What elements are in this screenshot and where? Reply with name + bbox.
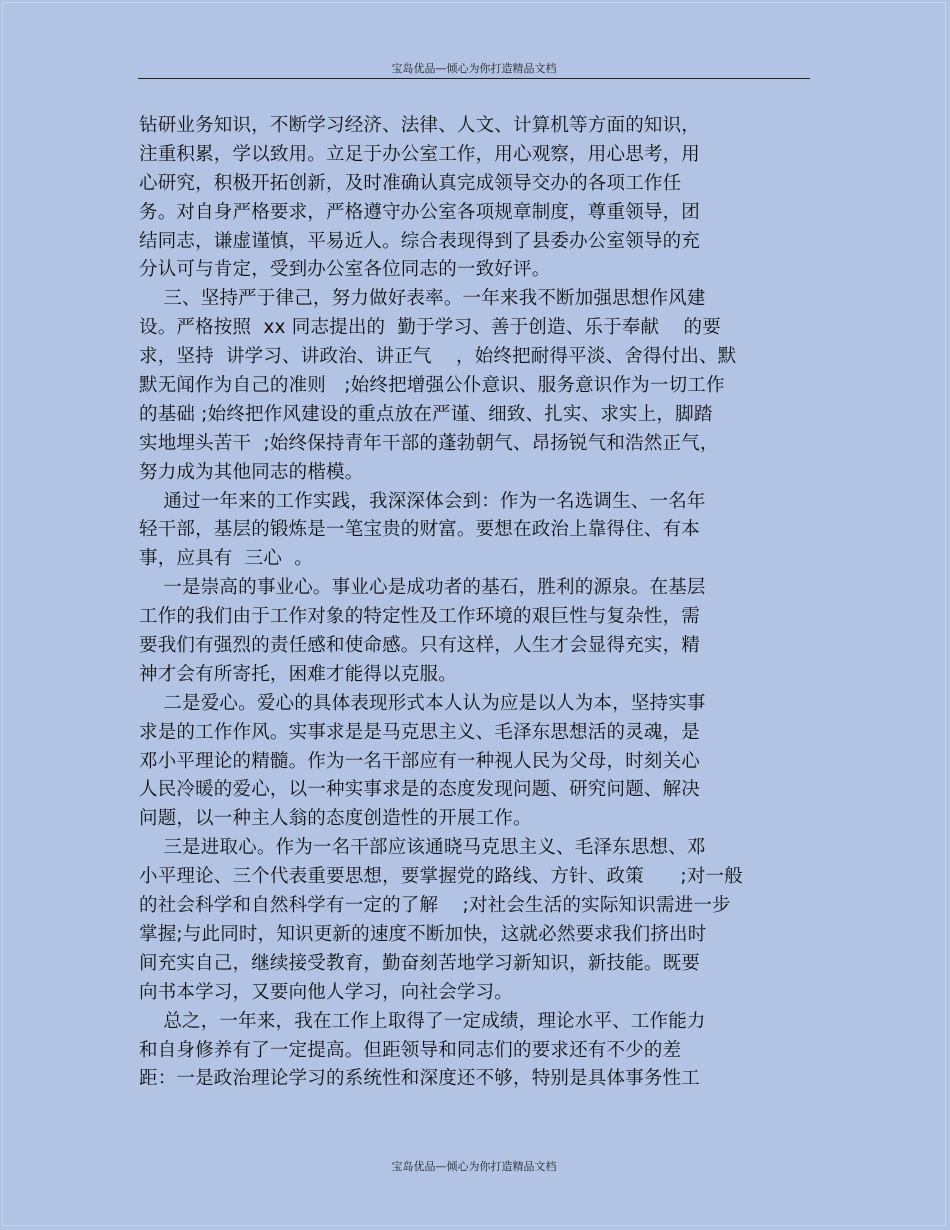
- text-line: 事，应具有 三心 。: [139, 548, 313, 570]
- header-text: 宝岛优品—倾心为你打造精品文档: [391, 62, 557, 75]
- text-line: 设。严格按照 xx 同志提出的 勤于学习、善于创造、乐于奉献 的要: [139, 317, 721, 339]
- text-line: 小平理论、三个代表重要思想，要掌握党的路线、方针、政策 ;对一般: [139, 866, 743, 888]
- text-line: 要我们有强烈的责任感和使命感。只有这样，人生才会显得充实，精: [139, 635, 701, 657]
- text-line: 努力成为其他同志的楷模。: [139, 461, 364, 483]
- text-line: 神才会有所寄托，困难才能得以克服。: [139, 663, 457, 685]
- text-line: 求，坚持 讲学习、讲政治、讲正气 ，始终把耐得平淡、舍得付出、默: [139, 346, 737, 368]
- text-line: 实地埋头苦干 ;始终保持青年干部的蓬勃朝气、昂扬锐气和浩然正气，: [139, 432, 719, 454]
- text-line: 问题，以一种主人翁的态度创造性的开展工作。: [139, 808, 532, 830]
- text-line: 的社会科学和自然科学有一定的了解 ;对社会生活的实际知识需进一步: [139, 895, 731, 917]
- text-line: 结同志，谦虚谨慎，平易近人。综合表现得到了县委办公室领导的充: [139, 230, 701, 252]
- text-line: 二是爱心。爱心的具体表现形式本人认为应是以人为本，坚持实事: [139, 692, 706, 714]
- text-line: 和自身修养有了一定提高。但距领导和同志们的要求还有不少的差: [139, 1039, 682, 1061]
- text-line: 通过一年来的工作实践，我深深体会到：作为一名选调生、一名年: [139, 490, 706, 512]
- text-line: 向书本学习，又要向他人学习，向社会学习。: [139, 981, 514, 1003]
- text-line: 的基础 ;始终把作风建设的重点放在严谨、细致、扎实、求实上，脚踏: [139, 403, 713, 425]
- text-line: 三是进取心。作为一名干部应该通晓马克思主义、毛泽东思想、邓: [139, 837, 706, 859]
- text-line: 默无闻作为自己的准则 ;始终把增强公仆意识、服务意识作为一切工作: [139, 375, 725, 397]
- text-line: 三、坚持严于律己，努力做好表率。一年来我不断加强思想作风建: [139, 288, 706, 310]
- text-line: 务。对自身严格要求，严格遵守办公室各项规章制度，尊重领导，团: [139, 201, 701, 223]
- text-line: 求是的工作作风。实事求是是马克思主义、毛泽东思想活的灵魂，是: [139, 721, 701, 743]
- text-line: 间充实自己，继续接受教育，勤奋刻苦地学习新知识，新技能。既要: [139, 952, 701, 974]
- text-line: 工作的我们由于工作对象的特定性及工作环境的艰巨性与复杂性，需: [139, 606, 701, 628]
- text-line: 人民冷暖的爱心，以一种实事求是的态度发现问题、研究问题、解决: [139, 779, 701, 801]
- text-line: 一是崇高的事业心。事业心是成功者的基石，胜利的源泉。在基层: [139, 577, 706, 599]
- text-line: 距：一是政治理论学习的系统性和深度还不够，特别是具体事务性工: [139, 1068, 701, 1090]
- page-footer: 宝岛优品—倾心为你打造精品文档: [391, 1160, 557, 1173]
- page-header: [138, 58, 810, 79]
- text-line: 钻研业务知识，不断学习经济、法律、人文、计算机等方面的知识，: [139, 115, 701, 136]
- text-line: 邓小平理论的精髓。作为一名干部应有一种视人民为父母，时刻关心: [139, 750, 701, 772]
- text-line: 总之，一年来，我在工作上取得了一定成绩，理论水平、工作能力: [139, 1010, 706, 1032]
- text-line: 注重积累，学以致用。立足于办公室工作，用心观察，用心思考，用: [139, 143, 701, 165]
- text-line: 分认可与肯定，受到办公室各位同志的一致好评。: [139, 259, 551, 281]
- text-line: 心研究，积极开拓创新，及时准确认真完成领导交办的各项工作任: [139, 172, 682, 194]
- document-body: [139, 112, 809, 1094]
- text-line: 掌握;与此同时，知识更新的速度不断加快，这就必然要求我们挤出时: [139, 923, 707, 945]
- text-line: 轻干部，基层的锻炼是一笔宝贵的财富。要想在政治上靠得住、有本: [139, 519, 701, 541]
